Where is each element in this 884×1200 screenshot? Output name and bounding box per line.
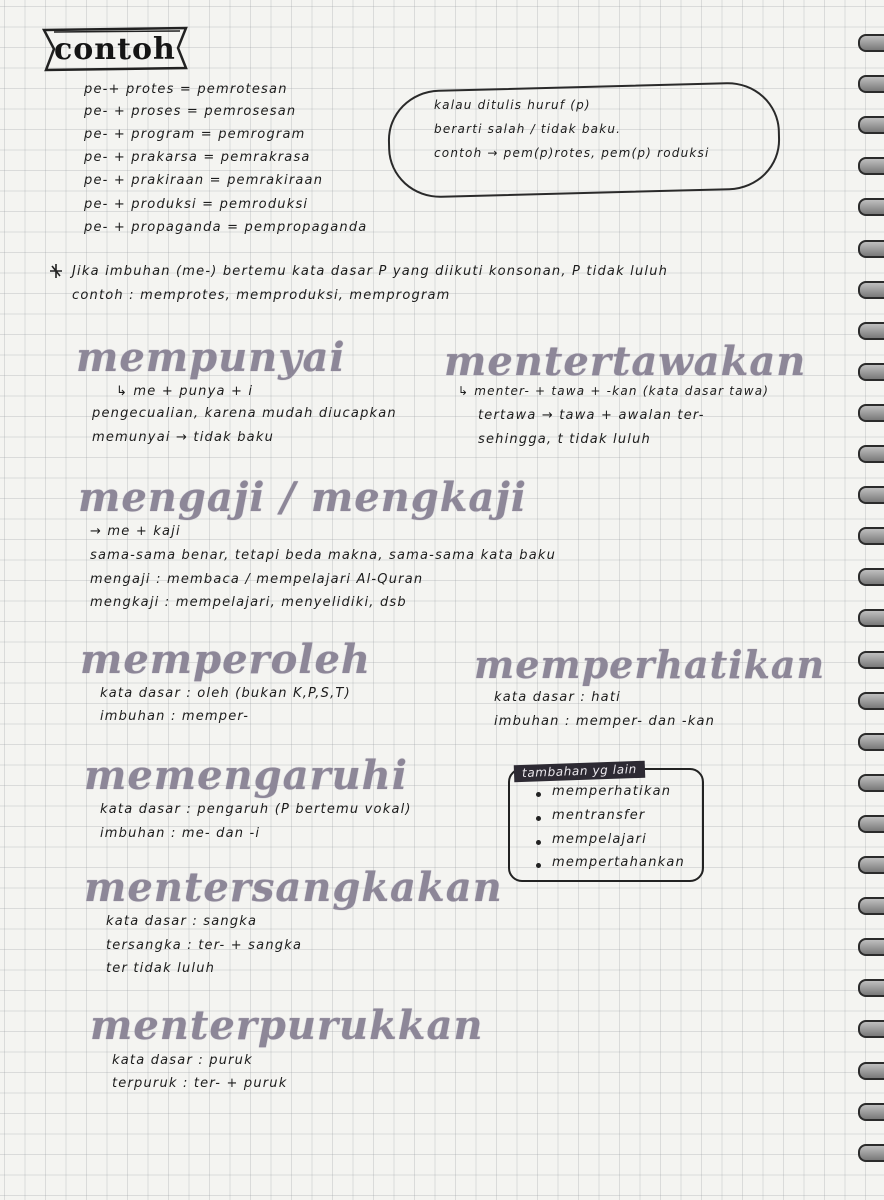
entry-line: kata dasar : puruk	[112, 1053, 253, 1068]
entry-line: memunyai → tidak baku	[92, 430, 275, 445]
spiral-ring	[858, 198, 884, 216]
spiral-ring	[858, 75, 884, 93]
spiral-ring	[858, 281, 884, 299]
entry-title-memperhatikan: memperhatikan	[474, 642, 826, 687]
spiral-ring	[858, 157, 884, 175]
entry-line: imbuhan : memper-	[100, 709, 250, 724]
spiral-ring	[858, 527, 884, 545]
spiral-ring	[858, 116, 884, 134]
entry-line: sehingga, t tidak luluh	[478, 432, 651, 447]
bullet-icon	[536, 792, 541, 797]
entry-line: mengkaji : mempelajari, menyelidiki, dsb	[90, 595, 407, 610]
spiral-binding	[852, 26, 884, 1176]
entry-title-memengaruhi: memengaruhi	[84, 752, 408, 799]
entry-line: imbuhan : memper- dan -kan	[494, 714, 716, 729]
entry-line: tertawa → tawa + awalan ter-	[478, 408, 705, 423]
entry-line: kata dasar : oleh (bukan K,P,S,T)	[100, 686, 351, 701]
spiral-ring	[858, 815, 884, 833]
spiral-ring	[858, 240, 884, 258]
spiral-ring	[858, 1020, 884, 1038]
contoh-line: pe- + prakarsa = pemrakrasa	[84, 150, 311, 165]
tambahan-item: mempelajari	[552, 832, 647, 847]
contoh-line: pe- + produksi = pemroduksi	[84, 197, 309, 212]
entry-title-mempunyai: mempunyai	[76, 334, 346, 381]
tambahan-header: tambahan yg lain	[514, 761, 645, 783]
entry-line: → me + kaji	[90, 524, 181, 539]
entry-line: mengaji : membaca / mempelajari Al-Quran	[90, 572, 424, 587]
contoh-line: pe- + proses = pemrosesan	[84, 104, 297, 119]
bubble-line: berarti salah / tidak baku.	[434, 122, 622, 136]
entry-line: pengecualian, karena mudah diucapkan	[92, 406, 397, 421]
entry-line: kata dasar : hati	[494, 690, 621, 705]
bullet-icon	[536, 863, 541, 868]
spiral-ring	[858, 486, 884, 504]
banner-title: contoh	[54, 32, 176, 67]
entry-title-mentertawakan: mentertawakan	[444, 338, 807, 385]
tambahan-item: mempertahankan	[552, 855, 685, 870]
entry-line: kata dasar : sangka	[106, 914, 258, 929]
entry-line: imbuhan : me- dan -i	[100, 826, 261, 841]
entry-line: ↳ me + punya + i	[116, 384, 254, 399]
tambahan-item: mentransfer	[552, 808, 646, 823]
spiral-ring	[858, 404, 884, 422]
spiral-ring	[858, 733, 884, 751]
contoh-line: pe- + propaganda = pempropaganda	[84, 220, 368, 235]
bubble-line: kalau ditulis huruf (p)	[434, 98, 591, 112]
contoh-line: pe- + program = pemrogram	[84, 127, 306, 142]
rule-line: contoh : memprotes, memproduksi, memprogram	[72, 288, 451, 303]
spiral-ring	[858, 34, 884, 52]
entry-line: tersangka : ter- + sangka	[106, 938, 303, 953]
contoh-line: pe-+ protes = pemrotesan	[84, 82, 288, 97]
entry-line: sama-sama benar, tetapi beda makna, sama-sama kata baku	[90, 548, 557, 563]
spiral-ring	[858, 1062, 884, 1080]
spiral-ring	[858, 897, 884, 915]
spiral-ring	[858, 979, 884, 997]
spiral-ring	[858, 363, 884, 381]
spiral-ring	[858, 774, 884, 792]
bullet-icon	[536, 840, 541, 845]
spiral-ring	[858, 568, 884, 586]
entry-line: kata dasar : pengaruh (P bertemu vokal)	[100, 802, 412, 817]
entry-title-menterpurukkan: menterpurukkan	[90, 1002, 484, 1049]
spiral-ring	[858, 609, 884, 627]
spiral-ring	[858, 856, 884, 874]
tambahan-item: memperhatikan	[552, 784, 672, 799]
spiral-ring	[858, 1103, 884, 1121]
entry-line: ↳ menter- + tawa + -kan (kata dasar tawa)	[458, 384, 770, 398]
entry-title-memperoleh: memperoleh	[80, 636, 371, 683]
spiral-ring	[858, 1144, 884, 1162]
bullet-icon	[536, 816, 541, 821]
entry-line: ter tidak luluh	[106, 961, 216, 976]
spiral-ring	[858, 651, 884, 669]
spiral-ring	[858, 692, 884, 710]
rule-line: Jika imbuhan (me-) bertemu kata dasar P yang diikuti konsonan, P tidak luluh	[72, 264, 669, 279]
spiral-ring	[858, 322, 884, 340]
entry-line: terpuruk : ter- + puruk	[112, 1076, 288, 1091]
entry-title-mentersangkakan: mentersangkakan	[84, 864, 503, 911]
spiral-ring	[858, 445, 884, 463]
star-bullet-icon	[48, 262, 64, 280]
bubble-line: contoh → pem(p)rotes, pem(p) roduksi	[434, 146, 710, 160]
contoh-line: pe- + prakiraan = pemrakiraan	[84, 173, 324, 188]
entry-title-mengaji: mengaji / mengkaji	[78, 474, 527, 521]
spiral-ring	[858, 938, 884, 956]
